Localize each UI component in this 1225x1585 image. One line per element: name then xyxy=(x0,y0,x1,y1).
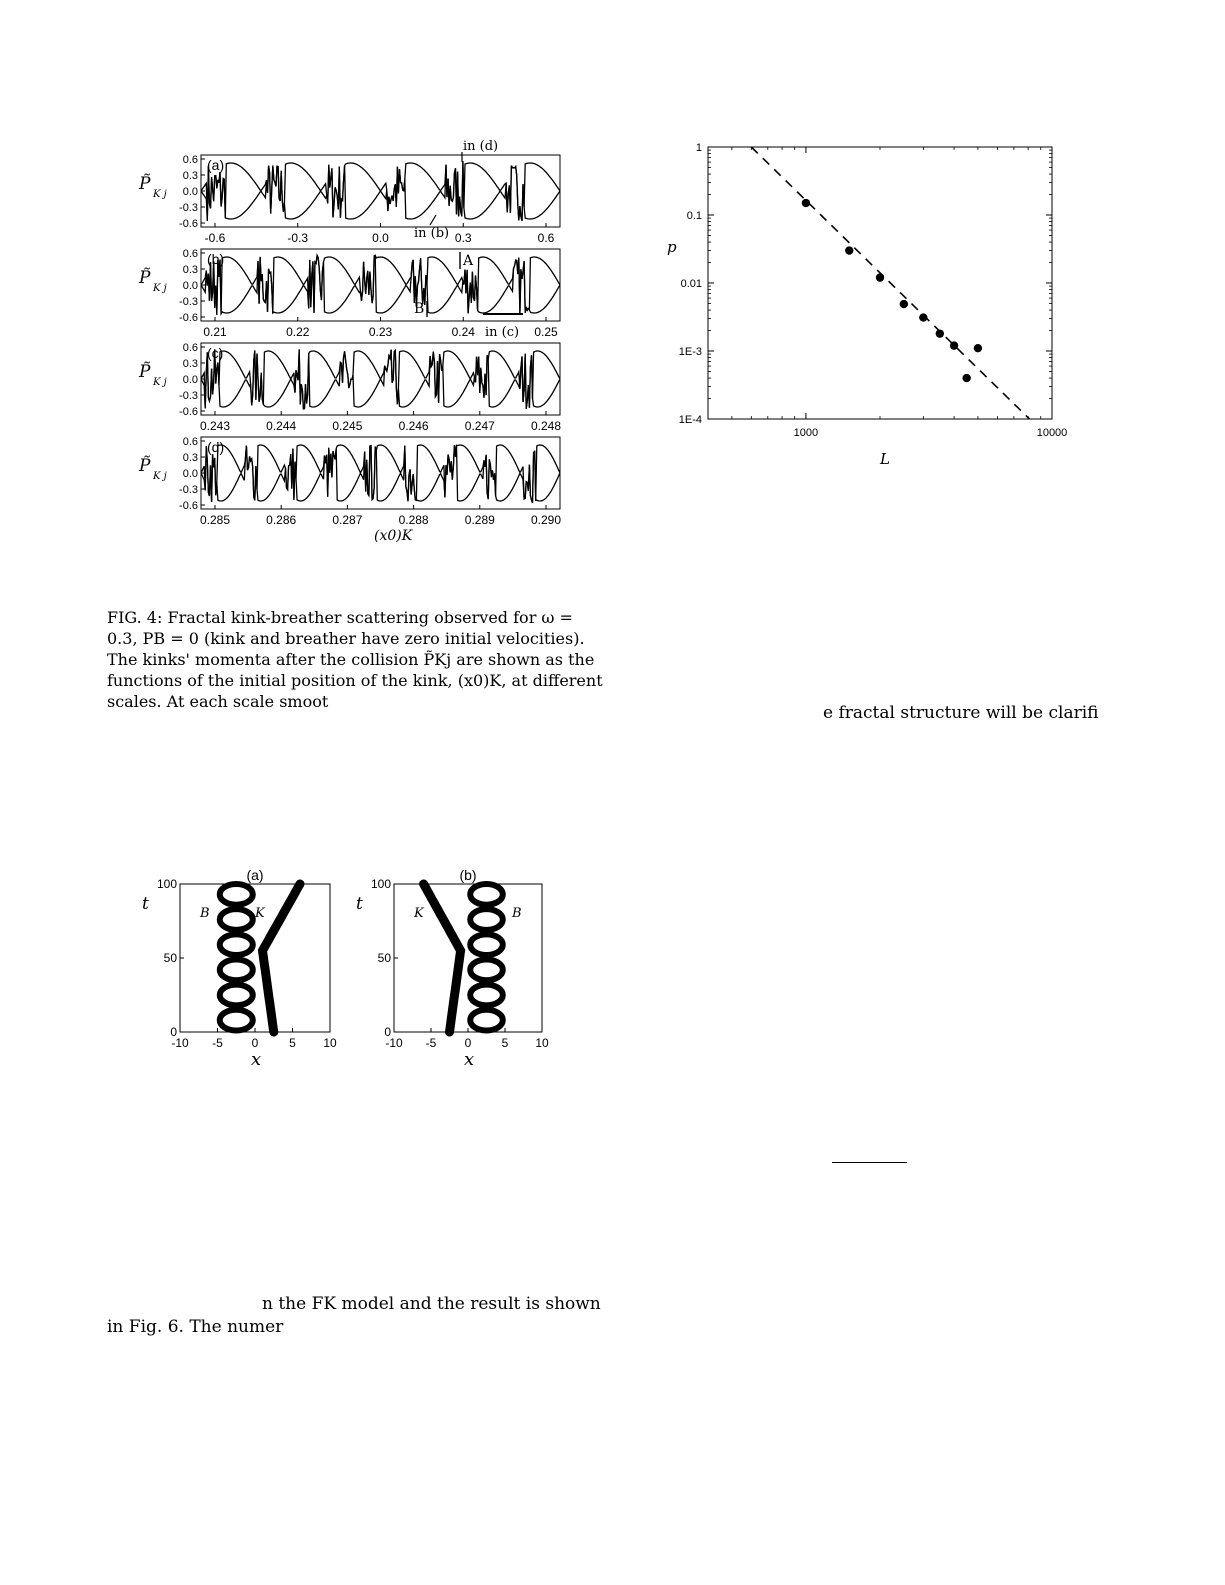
x-tick-label: 0.290 xyxy=(530,513,562,527)
x-tick-label: 10000 xyxy=(1036,427,1068,439)
y-tick-label: 0.0 xyxy=(182,468,198,480)
data-point xyxy=(876,273,884,281)
fit-line xyxy=(751,147,1029,419)
annotation-A: A xyxy=(463,253,474,269)
y-tick-label: 0.6 xyxy=(182,436,198,448)
data-point xyxy=(974,344,982,352)
x-tick-label: 0.23 xyxy=(368,325,393,339)
caption-line: The kinks' momenta after the collision P̃Kj are shown as the xyxy=(107,650,595,669)
x-tick-label: 0.243 xyxy=(199,419,231,433)
fig4-ylabel: P̃ xyxy=(139,456,151,476)
x-axis-label: L xyxy=(880,450,890,468)
fig4-ylabel-sub: K j xyxy=(153,377,167,388)
x-tick-label: 0 xyxy=(251,1036,259,1050)
x-tick-label: 0.247 xyxy=(464,419,495,433)
loglog-chart xyxy=(660,135,1080,475)
x-tick-label: 0.248 xyxy=(530,419,562,433)
y-tick-label: 0.3 xyxy=(182,264,198,276)
x-tick-label: 0.22 xyxy=(286,325,310,339)
fig5-right-label: K xyxy=(255,906,265,921)
data-point xyxy=(936,329,944,337)
y-tick-label: -0.3 xyxy=(179,296,198,308)
caption-line: 0.3, PB = 0 (kink and breather have zero initial velocities). xyxy=(107,629,585,648)
fig4-curve-upper xyxy=(201,255,560,314)
breather-trajectory xyxy=(470,1010,503,1031)
x-tick-label: 10 xyxy=(323,1036,337,1050)
breather-trajectory xyxy=(470,909,503,930)
x-tick-label: -10 xyxy=(171,1036,189,1050)
data-point xyxy=(900,300,908,308)
y-tick-label: 100 xyxy=(156,877,177,891)
y-tick-label: 0 xyxy=(384,1025,391,1039)
x-tick-label: 0.21 xyxy=(203,325,227,339)
x-tick-label: -10 xyxy=(385,1036,403,1050)
breather-trajectory xyxy=(470,959,503,980)
x-tick-label: -0.6 xyxy=(204,231,226,245)
fig5-panel xyxy=(356,867,549,1070)
fig5 xyxy=(130,860,570,1075)
x-tick-label: -0.3 xyxy=(287,231,309,245)
caption-line: functions of the initial position of the kink, (x0)K, at different xyxy=(107,671,603,690)
y-tick-label: 1E-3 xyxy=(678,346,702,358)
annotation-in-d: in (d) xyxy=(463,139,499,154)
fig5-left-label: K xyxy=(414,906,424,921)
x-tick-label: 0.246 xyxy=(398,419,429,433)
x-tick-label: 0 xyxy=(464,1036,472,1050)
x-tick-label: 5 xyxy=(289,1036,296,1050)
annotation-in-c: in (c) xyxy=(485,325,520,340)
fig5-ylabel: t xyxy=(142,894,149,914)
y-tick-label: 0.3 xyxy=(182,452,198,464)
right-text-fragment: e fractal structure will be clarifi xyxy=(823,703,1099,723)
x-tick-label: 0.0 xyxy=(372,231,389,245)
x-tick-label: 0.289 xyxy=(464,513,495,527)
data-point xyxy=(802,199,810,207)
fig4-panel xyxy=(138,154,560,245)
y-tick-label: 0.0 xyxy=(182,374,198,386)
fig4-panel-label: (b) xyxy=(207,251,225,267)
x-tick-label: 0.286 xyxy=(266,513,297,527)
x-tick-label: -5 xyxy=(425,1036,437,1050)
fig4-ylabel-sub: K j xyxy=(153,283,167,294)
fig5-ylabel: t xyxy=(356,894,363,914)
y-tick-label: 50 xyxy=(377,951,391,965)
y-tick-label: 0.6 xyxy=(182,154,198,166)
bottom-text-line: n the FK model and the result is shown xyxy=(262,1294,601,1314)
fig4-panel-label: (c) xyxy=(207,345,224,361)
fig5-xlabel: x xyxy=(251,1049,262,1070)
x-tick-label: -5 xyxy=(212,1036,223,1050)
breather-trajectory xyxy=(220,985,253,1006)
fig5-xlabel: x xyxy=(464,1049,475,1070)
breather-trajectory xyxy=(220,909,253,930)
x-tick-label: 0.244 xyxy=(266,419,297,433)
data-point xyxy=(962,374,970,382)
data-point xyxy=(845,246,853,254)
x-tick-label: 0.285 xyxy=(199,513,231,527)
fig5-panel xyxy=(142,867,337,1070)
y-tick-label: 0.01 xyxy=(680,278,702,290)
fig4-ylabel: P̃ xyxy=(139,362,151,382)
fig5-right-label: B xyxy=(512,906,522,921)
fig4-caption xyxy=(107,607,603,712)
x-tick-label: 0.25 xyxy=(534,325,558,339)
plot-frame xyxy=(708,147,1052,419)
fig4-xlabel: (x0)K xyxy=(374,528,413,544)
y-tick-label: -0.3 xyxy=(179,484,198,496)
data-point xyxy=(950,341,958,349)
breather-trajectory xyxy=(220,959,253,980)
breather-trajectory xyxy=(470,934,503,955)
y-tick-label: 0.6 xyxy=(182,342,198,354)
x-tick-label: 0.245 xyxy=(332,419,363,433)
x-tick-label: 0.3 xyxy=(454,231,472,245)
breather-trajectory xyxy=(470,884,503,905)
bottom-text-line: in Fig. 6. The numer xyxy=(107,1317,284,1337)
x-tick-label: 5 xyxy=(501,1036,509,1050)
y-tick-label: 50 xyxy=(163,951,177,965)
fig4-ylabel-sub: K j xyxy=(153,471,167,482)
y-tick-label: 100 xyxy=(370,877,391,891)
caption-line: FIG. 4: Fractal kink-breather scattering observed for ω = xyxy=(107,608,573,627)
y-tick-label: 0.1 xyxy=(686,210,702,222)
fig4-curve-lower xyxy=(201,161,560,221)
fig4-panel-frame xyxy=(201,249,560,321)
data-point xyxy=(919,313,927,321)
y-tick-label: 0 xyxy=(170,1025,177,1039)
y-tick-label: 0.3 xyxy=(182,358,198,370)
breather-trajectory xyxy=(220,884,253,905)
x-tick-label: 10 xyxy=(535,1036,549,1050)
fig4-curve-lower xyxy=(201,349,560,409)
fig4-ylabel-sub: K j xyxy=(153,189,167,200)
y-tick-label: 0.6 xyxy=(182,248,198,260)
y-tick-label: -0.6 xyxy=(179,406,198,418)
annotation-in-b-arrow xyxy=(430,215,436,225)
caption-line: scales. At each scale smoot xyxy=(107,692,329,711)
breather-trajectory xyxy=(220,1010,253,1031)
y-tick-label: 1 xyxy=(695,142,702,154)
x-tick-label: 0.288 xyxy=(398,513,429,527)
fig4-curve-lower xyxy=(201,445,560,503)
x-tick-label: 0.24 xyxy=(451,325,475,339)
y-tick-label: 1E-4 xyxy=(678,414,702,426)
kink-trajectory xyxy=(263,884,301,1032)
fig5-panel-label: (a) xyxy=(246,867,264,883)
fig4-panel xyxy=(138,342,561,433)
x-tick-label: 1000 xyxy=(793,427,819,439)
fig4-panel xyxy=(138,436,561,527)
annotation-B: B xyxy=(414,301,425,317)
breather-trajectory xyxy=(220,934,253,955)
y-tick-label: -0.6 xyxy=(179,500,198,512)
y-tick-label: -0.6 xyxy=(179,218,198,230)
y-tick-label: 0.0 xyxy=(182,186,198,198)
fig4-curve-lower xyxy=(201,255,560,314)
fig4-panel-label: (d) xyxy=(207,439,225,455)
y-tick-label: -0.3 xyxy=(179,202,198,214)
fig4 xyxy=(125,135,575,555)
fig4-ylabel: P̃ xyxy=(139,268,151,288)
y-tick-label: -0.6 xyxy=(179,312,198,324)
kink-trajectory xyxy=(424,884,461,1032)
y-axis-label: p xyxy=(667,238,677,256)
y-tick-label: -0.3 xyxy=(179,390,198,402)
x-tick-label: 0.6 xyxy=(537,231,555,245)
y-tick-label: 0.3 xyxy=(182,170,198,182)
footnote-rule xyxy=(832,1162,907,1163)
fig5-panel-label: (b) xyxy=(459,867,477,883)
annotation-in-b: in (b) xyxy=(414,226,450,241)
fig4-panel-label: (a) xyxy=(207,157,225,173)
x-tick-label: 0.287 xyxy=(332,513,363,527)
breather-trajectory xyxy=(470,985,503,1006)
fig4-ylabel: P̃ xyxy=(139,174,151,194)
y-tick-label: 0.0 xyxy=(182,280,198,292)
fig5-left-label: B xyxy=(200,906,210,921)
